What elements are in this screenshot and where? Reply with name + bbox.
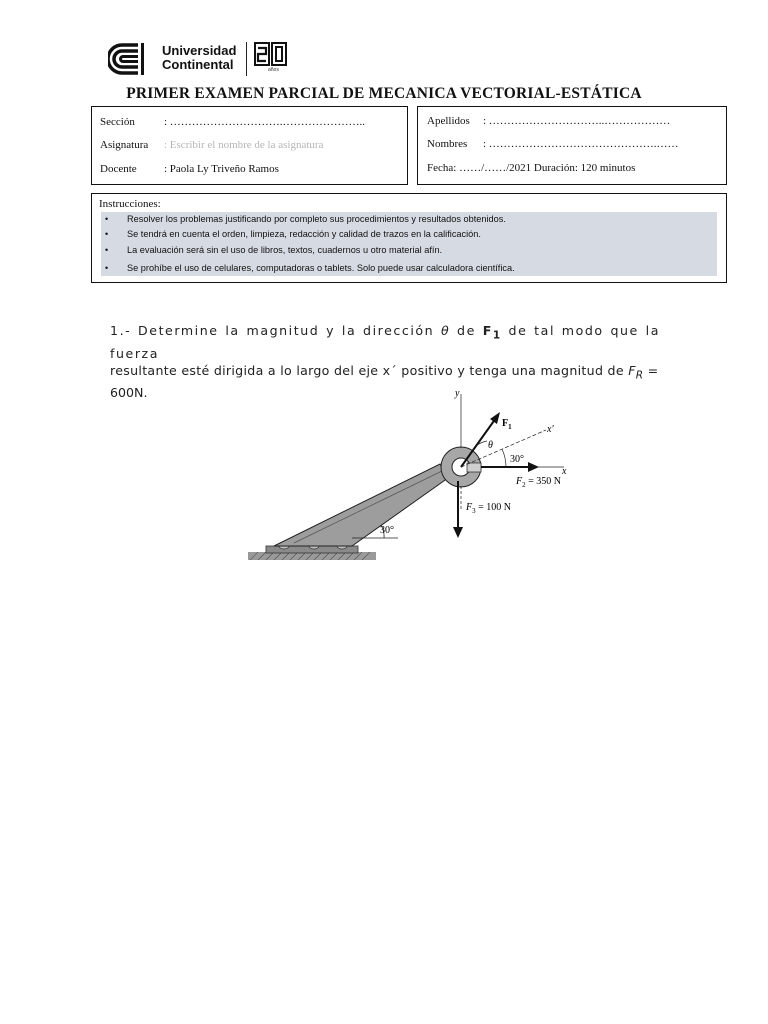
nombres-row bbox=[427, 138, 679, 150]
seccion-label: Sección bbox=[100, 116, 135, 128]
force-f3-label: $F_3 = 100$ N bbox=[466, 502, 511, 515]
apellidos-row bbox=[427, 115, 670, 127]
docente-label: Docente bbox=[100, 163, 137, 175]
instruction-text: Se tendrá en cuenta el orden, limpieza, redacción y calidad de trazos en la calificación. bbox=[127, 229, 481, 239]
apellidos-field[interactable]: : …………………………..……………… bbox=[483, 115, 671, 127]
fr-symbol bbox=[628, 362, 644, 382]
university-name-line2: Continental bbox=[162, 57, 234, 72]
problem-figure bbox=[244, 386, 572, 566]
force-f2-label: $F_2 = 350$ N bbox=[516, 476, 561, 489]
university-name-line1: Universidad bbox=[162, 43, 237, 58]
student-info-box bbox=[417, 106, 727, 185]
seccion-field[interactable]: : ………………………….………………….. bbox=[164, 116, 366, 128]
problem-text: = bbox=[643, 362, 659, 378]
instructions-title: Instrucciones: bbox=[99, 198, 161, 210]
angle-30-top-label: 30° bbox=[510, 454, 524, 465]
bullet-icon: • bbox=[105, 229, 109, 239]
f1-subscript: 1 bbox=[492, 329, 502, 342]
theta-angle-label: θ bbox=[488, 440, 493, 451]
asignatura-field[interactable]: : Escribir el nombre de la asignatura bbox=[164, 139, 324, 151]
x-prime-axis-label: x′ bbox=[547, 424, 554, 435]
nombres-field[interactable]: : ……………………………………….…… bbox=[483, 138, 679, 150]
theta-symbol: θ bbox=[440, 323, 451, 338]
asignatura-row bbox=[100, 139, 323, 151]
logo-divider bbox=[246, 42, 247, 76]
instruction-text: Resolver los problemas justificando por completo sus procedimientos y resultados obtenidos. bbox=[127, 214, 506, 224]
fr-subscript: R bbox=[635, 369, 644, 382]
force-f1-label: $F_1$ bbox=[502, 418, 512, 431]
x-axis-label: x bbox=[562, 466, 567, 477]
apellidos-label: Apellidos bbox=[427, 115, 470, 127]
fr-letter: F bbox=[628, 362, 636, 378]
instruction-text: La evaluación será sin el uso de libros, textos, cuadernos u otro material afín. bbox=[127, 245, 443, 255]
problem-text: de bbox=[450, 323, 483, 338]
bullet-icon: • bbox=[105, 245, 109, 255]
university-logo-icon bbox=[108, 43, 156, 75]
problem-line-3: 600N. bbox=[110, 385, 148, 401]
instruction-text: Se prohíbe el uso de celulares, computadoras o tablets. Solo puede usar calculadora científica. bbox=[127, 263, 515, 273]
bullet-icon: • bbox=[105, 214, 109, 224]
anniversary-20-logo-icon bbox=[254, 42, 288, 66]
asignatura-label: Asignatura bbox=[100, 139, 149, 151]
docente-value: : Paola Ly Triveño Ramos bbox=[164, 163, 279, 175]
angle-30-bottom-label: 30° bbox=[380, 525, 394, 536]
seccion-row bbox=[100, 116, 365, 128]
problem-text: de tal modo que la fuerza bbox=[110, 323, 660, 361]
problem-text: resultante esté dirigida a lo largo del eje x´ positivo y tenga una magnitud de bbox=[110, 362, 629, 378]
nombres-label: Nombres bbox=[427, 138, 468, 150]
exam-title: PRIMER EXAMEN PARCIAL DE MECANICA VECTORIAL-ESTÁTICA bbox=[126, 85, 642, 102]
problem-line-2 bbox=[110, 362, 660, 385]
problem-text: 1.- Determine la magnitud y la dirección bbox=[110, 323, 441, 338]
docente-row bbox=[100, 163, 279, 175]
f1-symbol bbox=[482, 323, 502, 342]
bullet-icon: • bbox=[105, 263, 109, 273]
y-axis-label: y bbox=[455, 388, 460, 399]
university-name bbox=[162, 44, 236, 72]
anniversary-label: años bbox=[268, 67, 279, 73]
problem-line-1 bbox=[110, 322, 660, 362]
course-info-box bbox=[91, 106, 408, 185]
fecha-row: Fecha: ……/……/2021 Duración: 120 minutos bbox=[427, 162, 636, 174]
f1-letter: F bbox=[482, 323, 493, 338]
